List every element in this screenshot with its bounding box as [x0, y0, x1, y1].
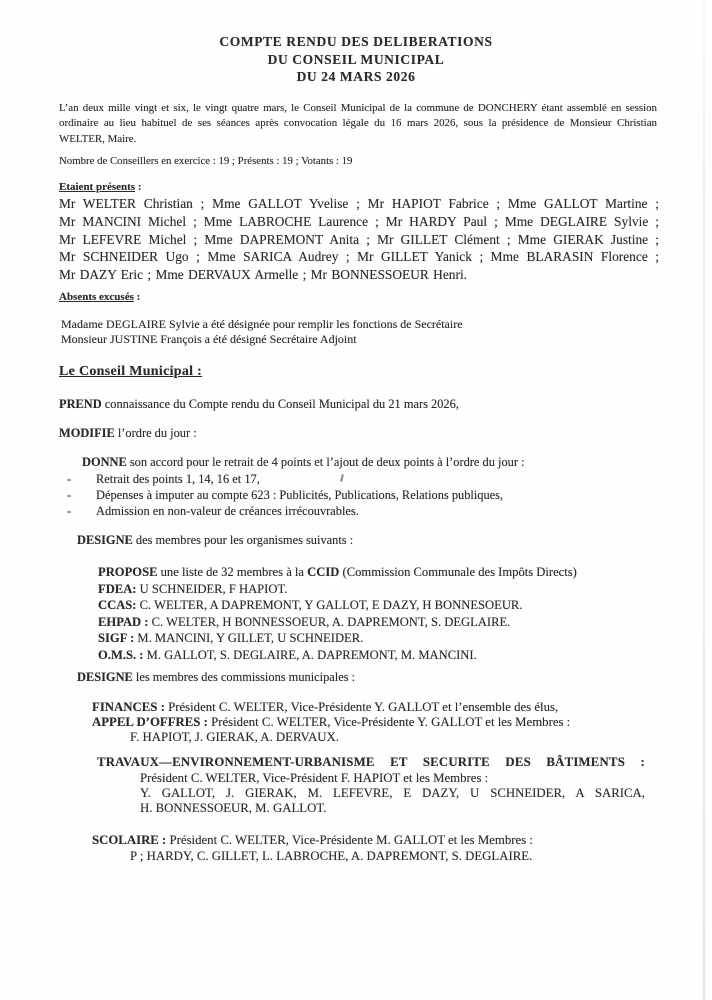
commission-scolaire: SCOLAIRE : Président C. WELTER, Vice-Présidente M. GALLOT et les Membres : — [92, 833, 533, 847]
organisme-line-sigf: SIGF : M. MANCINI, Y GILLET, U SCHNEIDER. — [98, 631, 364, 645]
deliberation-donne: DONNE son accord pour le retrait de 4 points et l’ajout de deux points à l’ordre du jour : — [82, 455, 525, 469]
commission-scolaire-members: P ; HARDY, C. GILLET, L. LABROCHE, A. DAPREMONT, S. DEGLAIRE. — [130, 849, 533, 863]
title-line-2: DU CONSEIL MUNICIPAL — [267, 51, 445, 67]
deliberation-designe-commissions: DESIGNE les membres des commissions municipales : — [77, 670, 356, 684]
intro-line: WELTER, Maire. — [59, 132, 137, 145]
intro-paragraph — [59, 101, 657, 147]
list-item-text: Retrait des points 1, 14, 16 et 17, — [96, 472, 260, 486]
commission-travaux-members: H. BONNESSOEUR, M. GALLOT. — [140, 801, 327, 815]
agenda-changes-list — [67, 471, 612, 519]
list-item-text: Dépenses à imputer au compte 623 : Publicités, Publications, Relations publiques, — [96, 488, 504, 502]
organisme-line-ehpad: EHPAD : C. WELTER, H BONNESSOEUR, A. DAPREMONT, S. DEGLAIRE. — [98, 614, 511, 629]
deliberation-prend: PREND connaissance du Compte rendu du Conseil Municipal du 21 mars 2026, — [59, 397, 459, 411]
council-heading: Le Conseil Municipal : — [59, 364, 203, 379]
commission-travaux-members: Y. GALLOT, J. GIERAK, M. LEFEVRE, E DAZY, U SCHNEIDER, A SARICA, — [140, 786, 645, 800]
present-line: Mr SCHNEIDER Ugo ; Mme SARICA Audrey ; Mr GILLET Yanick ; Mme BLARASIN Florence ; — [59, 249, 659, 265]
present-line: Mr MANCINI Michel ; Mme LABROCHE Laurence ; Mr HARDY Paul ; Mme DEGLAIRE Sylvie ; — [59, 213, 659, 229]
counselors-count-line: Nombre de Conseillers en exercice : 19 ; Présents : 19 ; Votants : 19 — [59, 155, 353, 167]
organismes-list — [98, 564, 658, 663]
bullet-dash: - — [67, 504, 72, 518]
present-line: Mr LEFEVRE Michel ; Mme DAPREMONT Anita ; Mr GILLET Clément ; Mme GIERAK Justine ; — [59, 231, 659, 247]
bullet-dash: - — [67, 488, 72, 502]
intro-line: L’an deux mille vingt et six, le vingt quatre mars, le Conseil Municipal de la commune de DONCHERY étant assemblé en session — [59, 102, 657, 114]
organisme-line-fdea: FDEA: U SCHNEIDER, F HAPIOT. — [98, 581, 288, 596]
commission-travaux-title: TRAVAUX—ENVIRONNEMENT-URBANISME ET SECURITE DES BÂTIMENTS : — [97, 755, 645, 769]
scan-page-edge — [703, 0, 705, 1000]
present-heading: Etaient présents : — [59, 181, 142, 193]
present-members-list — [59, 195, 659, 284]
list-item-text: Admission en non-valeur de créances irrécouvrables. — [96, 504, 359, 518]
present-line: Mr DAZY Eric ; Mme DERVAUX Armelle ; Mr BONNESSOEUR Henri. — [59, 267, 468, 283]
commission-appel-members: F. HAPIOT, J. GIERAK, A. DERVAUX. — [130, 730, 339, 744]
document-title — [0, 33, 712, 86]
secretary-line: Madame DEGLAIRE Sylvie a été désignée pour remplir les fonctions de Secrétaire — [61, 317, 463, 331]
list-item — [67, 487, 612, 503]
commission-travaux-line: Président C. WELTER, Vice-Président F. HAPIOT et les Membres : — [140, 771, 489, 785]
organisme-line-oms: O.M.S. : M. GALLOT, S. DEGLAIRE, A. DAPREMONT, M. MANCINI. — [98, 647, 477, 662]
secretary-adjoint-line: Monsieur JUSTINE François a été désigné Secrétaire Adjoint — [61, 332, 357, 346]
deliberation-designe-organismes: DESIGNE des membres pour les organismes suivants : — [77, 533, 354, 547]
title-line-3: DU 24 MARS 2026 — [296, 69, 416, 85]
commission-appel-offres: APPEL D’OFFRES : Président C. WELTER, Vice-Présidente Y. GALLOT et les Membres : — [92, 715, 571, 729]
organisme-line-ccid: PROPOSE une liste de 32 membres à la CCID (Commission Communale des Impôts Directs) — [98, 565, 577, 579]
list-item — [67, 503, 612, 519]
intro-line: ordinaire au lieu habituel de ses séances après convocation légale du 16 mars 2026, sous la présidence de Monsieur Christian — [59, 117, 657, 130]
title-line-1: COMPTE RENDU DES DELIBERATIONS — [219, 34, 493, 49]
present-line: Mr WELTER Christian ; Mme GALLOT Yvelise ; Mr HAPIOT Fabrice ; Mme GALLOT Martine ; — [59, 196, 659, 211]
commission-finances: FINANCES : Président C. WELTER, Vice-Présidente Y. GALLOT et l’ensemble des élus, — [92, 700, 559, 714]
absents-heading: Absents excusés : — [59, 291, 141, 303]
deliberation-modifie: MODIFIE l’ordre du jour : — [59, 426, 197, 440]
organisme-line-ccas: CCAS: C. WELTER, A DAPREMONT, Y GALLOT, E DAZY, H BONNESOEUR. — [98, 598, 523, 612]
bullet-dash: - — [67, 472, 72, 486]
